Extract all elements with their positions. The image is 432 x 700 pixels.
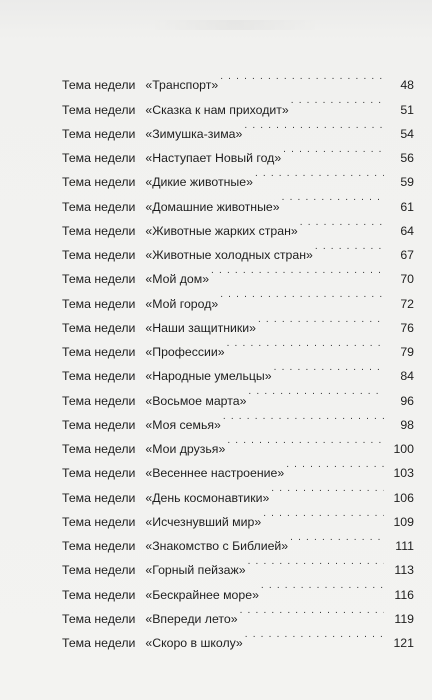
toc-entry-page-number: 100 (393, 442, 414, 456)
toc-entry-page-number: 70 (400, 272, 414, 287)
page-top-shadow (150, 20, 320, 30)
toc-entry-prefix: Тема недели (62, 393, 136, 408)
toc-entry-topic: «Мой дом» (145, 272, 210, 287)
toc-entry-page-number: 61 (400, 199, 414, 214)
toc-entry-prefix: Тема недели (62, 563, 136, 578)
toc-entry (62, 429, 414, 456)
toc-entry-topic: «Наши защитники» (145, 320, 256, 335)
toc-entry (62, 356, 414, 384)
toc-entry-prefix: Тема недели (62, 199, 136, 214)
toc-entry-topic: «Дикие животные» (145, 175, 253, 190)
toc-entry-page-number: 59 (400, 175, 414, 190)
toc-entry (62, 308, 414, 335)
toc-entry-topic: «Животные жарких стран» (145, 223, 298, 238)
dot-leader (315, 235, 384, 259)
toc-entry (62, 332, 414, 359)
toc-entry-page-number: 72 (400, 296, 414, 311)
toc-entry-topic: «Скоро в школу» (145, 636, 243, 650)
dot-leader (274, 356, 384, 380)
toc-entry (62, 405, 414, 432)
toc-entry-topic: «Впереди лето» (145, 611, 238, 626)
toc-entry-topic: «Весеннее настроение» (145, 466, 285, 481)
dot-leader (211, 259, 384, 283)
toc-entry-topic: «Восьмое марта» (145, 393, 247, 408)
dot-leader (283, 138, 384, 162)
toc-entry (62, 550, 414, 578)
dot-leader (248, 550, 384, 574)
toc-entry (62, 65, 414, 93)
toc-entry-page-number: 111 (395, 539, 414, 553)
toc-entry-topic: «Животные холодных стран» (145, 248, 313, 262)
dot-leader (240, 599, 384, 623)
toc-entry-page-number: 116 (394, 587, 414, 602)
toc-entry-prefix: Тема недели (62, 248, 136, 262)
toc-entry-topic: «Мои друзья» (145, 442, 226, 456)
toc-entry-topic: «Домашние животные» (145, 199, 280, 214)
toc-entry (62, 283, 414, 311)
toc-entry-prefix: Тема недели (62, 78, 136, 93)
toc-entry-prefix: Тема недели (62, 442, 136, 456)
toc-entry (62, 477, 414, 505)
toc-entry-prefix: Тема недели (62, 514, 136, 529)
toc-entry (62, 138, 414, 165)
toc-entry-prefix: Тема недели (62, 151, 136, 165)
toc-entry-topic: «Наступает Новый год» (145, 151, 282, 165)
toc-entry-prefix: Тема недели (62, 296, 136, 311)
toc-entry-topic: «Мой город» (145, 296, 219, 311)
toc-entry-prefix: Тема недели (62, 126, 136, 141)
toc-entry (62, 235, 414, 262)
toc-entry-page-number: 79 (400, 345, 414, 359)
toc-entry (62, 623, 414, 650)
toc-entry-page-number: 103 (393, 466, 414, 481)
toc-entry (62, 453, 414, 481)
dot-leader (286, 453, 384, 477)
dot-leader (220, 65, 384, 89)
toc-entry-prefix: Тема недели (62, 611, 136, 626)
toc-entry-topic: «Транспорт» (145, 78, 219, 93)
toc-entry (62, 186, 414, 214)
toc-entry-prefix: Тема недели (62, 417, 136, 432)
toc-entry-page-number: 48 (400, 78, 414, 93)
toc-entry-prefix: Тема недели (62, 369, 136, 384)
toc-entry-page-number: 54 (400, 126, 414, 141)
dot-leader (255, 162, 384, 186)
dot-leader (282, 186, 384, 210)
toc-entry-page-number: 96 (400, 393, 414, 408)
toc-entry-topic: «Сказка к нам приходит» (145, 102, 289, 117)
toc-entry-prefix: Тема недели (62, 636, 136, 650)
toc-entry-topic: «Моя семья» (145, 417, 221, 432)
toc-entry (62, 89, 414, 117)
toc-entry-page-number: 84 (400, 369, 414, 384)
toc-entry-page-number: 119 (394, 611, 414, 626)
toc-entry-page-number: 98 (400, 417, 414, 432)
dot-leader (291, 89, 384, 113)
dot-leader (263, 502, 384, 526)
toc-entry (62, 599, 414, 626)
dot-leader (248, 380, 384, 404)
dot-leader (261, 574, 384, 598)
toc-entry-topic: «День космонавтики» (145, 490, 270, 505)
dot-leader (220, 283, 384, 307)
toc-entry-page-number: 56 (400, 151, 414, 165)
toc-entry-topic: «Народные умельцы» (145, 369, 272, 384)
toc-entry-topic: «Бескрайнее море» (145, 587, 259, 602)
toc-entry-prefix: Тема недели (62, 320, 136, 335)
toc-entry-prefix: Тема недели (62, 175, 136, 190)
toc-entry (62, 380, 414, 408)
toc-entry-page-number: 121 (393, 636, 414, 650)
toc-entry-topic: «Знакомство с Библией» (145, 539, 289, 553)
dot-leader (245, 623, 384, 647)
toc-entry-page-number: 113 (394, 563, 414, 578)
toc-entry-page-number: 76 (400, 320, 414, 335)
toc-entry-prefix: Тема недели (62, 466, 136, 481)
toc-entry-prefix: Тема недели (62, 345, 136, 359)
dot-leader (227, 332, 384, 356)
toc-entry-topic: «Зимушка-зима» (145, 126, 243, 141)
dot-leader (244, 114, 384, 138)
dot-leader (223, 405, 384, 429)
toc-entry-page-number: 67 (400, 248, 414, 262)
toc-entry (62, 574, 414, 602)
toc-entry (62, 526, 414, 553)
toc-entry-page-number: 64 (400, 223, 414, 238)
toc-entry-page-number: 51 (400, 102, 414, 117)
dot-leader (227, 429, 384, 453)
toc-entry (62, 114, 414, 141)
toc-entry-prefix: Тема недели (62, 490, 136, 505)
toc-entry-topic: «Профессии» (145, 345, 225, 359)
dot-leader (258, 308, 384, 332)
toc-entry (62, 211, 414, 238)
toc-entry (62, 162, 414, 190)
toc-entry-prefix: Тема недели (62, 102, 136, 117)
toc-entry-page-number: 109 (393, 514, 414, 529)
table-of-contents (62, 65, 414, 650)
toc-entry (62, 259, 414, 287)
toc-entry-topic: «Горный пейзаж» (145, 563, 246, 578)
dot-leader (271, 477, 384, 501)
toc-entry-prefix: Тема недели (62, 223, 136, 238)
toc-entry-prefix: Тема недели (62, 272, 136, 287)
toc-entry (62, 502, 414, 529)
toc-entry-topic: «Исчезнувший мир» (145, 514, 262, 529)
toc-entry-page-number: 106 (393, 490, 414, 505)
toc-entry-prefix: Тема недели (62, 539, 136, 553)
dot-leader (290, 526, 384, 550)
toc-entry-prefix: Тема недели (62, 587, 136, 602)
dot-leader (300, 211, 384, 235)
